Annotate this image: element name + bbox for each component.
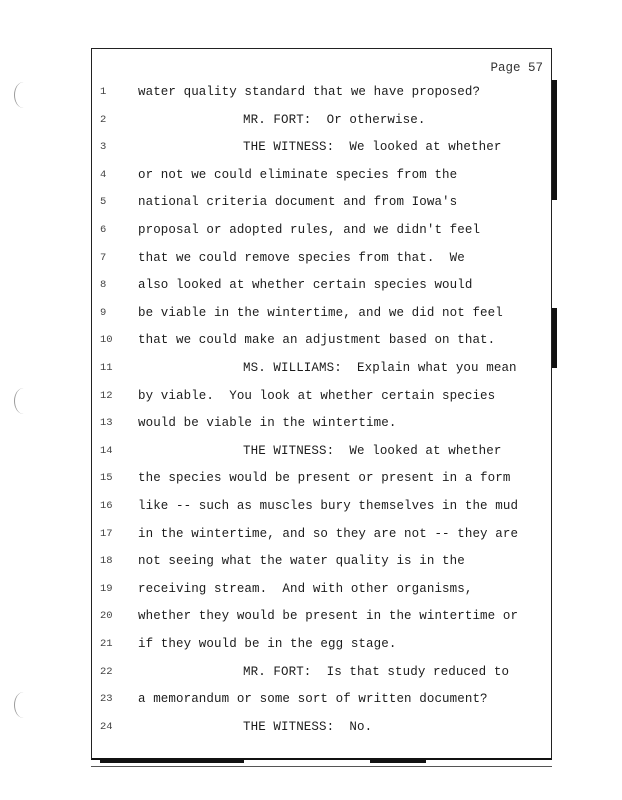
transcript-line [0,666,622,686]
scan-edge-mark [100,760,244,763]
scan-edge-mark [370,760,426,763]
line-number: 7 [100,251,107,264]
transcript-line [0,224,622,244]
line-text: water quality standard that we have proposed? [138,85,481,99]
line-text: in the wintertime, and so they are not -- they are [138,526,519,541]
line-text: not seeing what the water quality is in the [138,554,465,569]
line-number: 21 [100,638,113,650]
transcript-line [0,196,622,216]
line-text: proposal or adopted rules, and we didn't feel [138,223,481,237]
line-number: 20 [100,610,113,623]
line-number: 9 [100,306,107,319]
line-text: that we could make an adjustment based on that. [138,333,496,348]
transcript-line [0,252,622,272]
transcript-line [0,472,622,492]
transcript-line [0,528,622,548]
page-number: Page 57 [490,61,543,75]
line-number: 15 [100,472,113,485]
transcript-line [0,390,622,410]
line-number: 16 [100,500,113,512]
transcript-line [0,555,622,575]
line-text: whether they would be present in the wintertime or [138,609,519,624]
line-number: 8 [100,279,107,292]
transcript-line [0,583,622,603]
line-text: or not we could eliminate species from the [138,167,458,182]
line-text: MR. FORT: Is that study reduced to [243,664,510,679]
transcript-line [0,169,622,189]
line-number: 17 [100,527,113,540]
line-number: 24 [100,720,113,733]
line-text: receiving stream. And with other organisms, [138,581,473,596]
line-number: 3 [100,141,107,154]
line-number: 4 [100,168,107,181]
line-number: 10 [100,334,113,347]
line-number: 18 [100,555,113,568]
line-number: 11 [100,362,113,374]
line-text: MR. FORT: Or otherwise. [243,112,426,127]
line-text: MS. WILLIAMS: Explain what you mean [243,361,517,375]
line-number: 14 [100,444,113,457]
line-number: 13 [100,417,113,430]
line-text: THE WITNESS: No. [243,719,373,734]
line-text: THE WITNESS: We looked at whether [243,140,502,155]
transcript-line [0,307,622,327]
page-bottom-rule [91,766,552,767]
line-text: be viable in the wintertime, and we did not feel [138,305,503,320]
line-text: that we could remove species from that. We [138,250,465,265]
transcript-line [0,114,622,134]
line-number: 23 [100,693,113,706]
transcript-line [0,610,622,630]
line-text: by viable. You look at whether certain species [138,388,496,403]
line-text: also looked at whether certain species would [138,278,473,293]
line-text: national criteria document and from Iowa's [138,195,458,210]
line-number: 5 [100,196,107,209]
transcript-line [0,86,622,106]
transcript-line [0,279,622,299]
line-number: 2 [100,113,107,126]
transcript-line [0,445,622,465]
line-number: 22 [100,665,113,678]
line-text: THE WITNESS: We looked at whether [243,443,502,458]
transcript-line [0,693,622,713]
line-number: 12 [100,389,113,402]
transcript-line [0,141,622,161]
line-text: would be viable in the wintertime. [138,416,397,431]
line-number: 19 [100,582,113,595]
transcript-line [0,638,622,658]
line-text: a memorandum or some sort of written document? [138,692,488,707]
line-text: like -- such as muscles bury themselves in the mud [138,499,519,513]
transcript-line [0,334,622,354]
transcript-line [0,500,622,520]
line-text: if they would be in the egg stage. [138,637,397,651]
transcript-line [0,721,622,741]
line-number: 6 [100,224,107,236]
line-text: the species would be present or present in a form [138,471,511,486]
line-number: 1 [100,86,107,98]
transcript-line [0,362,622,382]
transcript-line [0,417,622,437]
